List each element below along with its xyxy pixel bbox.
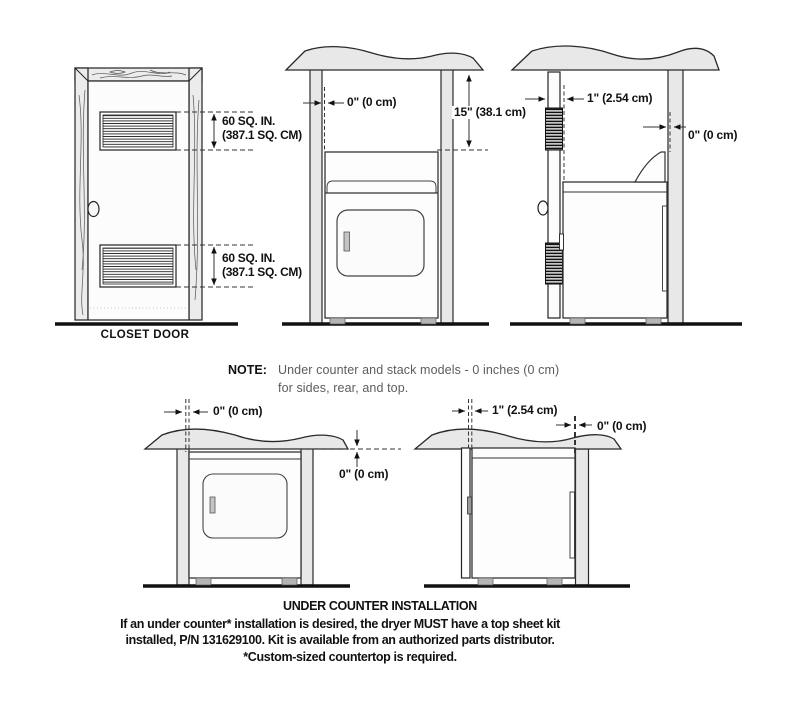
under-counter-front-top-clearance: 0" (0 cm)	[339, 467, 389, 481]
footer-line2: installed, P/N 131629100. Kit is available from an authorized parts distributor.	[125, 633, 555, 647]
under-counter-side-door-clearance: 1" (2.54 cm)	[492, 403, 558, 417]
doorknob-side	[538, 201, 548, 215]
bottom-vent-area-label: 60 SQ. IN.	[222, 251, 276, 265]
countertop	[415, 429, 621, 449]
alcove-front-side-clearance: 0" (0 cm)	[347, 95, 397, 109]
closet-door-drawing	[55, 68, 254, 324]
bottom-louvered-vent	[100, 245, 176, 287]
ceiling	[286, 47, 483, 70]
under-counter-side-rear-clearance: 0" (0 cm)	[597, 419, 647, 433]
footer-line1: If an under counter* installation is desired, the dryer MUST have a top sheet kit	[120, 617, 560, 631]
top-louvered-vent	[100, 112, 176, 150]
dryer-front	[325, 152, 438, 324]
doorknob	[88, 202, 99, 217]
closet-door-caption: CLOSET DOOR	[100, 329, 190, 341]
note-line1: Under counter and stack models - 0 inches (0 cm)	[278, 363, 560, 377]
dryer-front	[189, 452, 301, 585]
ceiling	[512, 46, 719, 70]
footer-line3: *Custom-sized countertop is required.	[243, 650, 457, 664]
top-vent-area-label: 60 SQ. IN.	[222, 114, 276, 128]
top-vent-area-metric-label: (387.1 SQ. CM)	[222, 128, 302, 142]
footer-title: UNDER COUNTER INSTALLATION	[283, 599, 477, 613]
under-counter-front-side-clearance: 0" (0 cm)	[213, 404, 263, 418]
under-counter-front-drawing	[143, 399, 401, 586]
dryer-side	[560, 152, 668, 324]
closet-side-view-drawing	[510, 46, 742, 325]
countertop	[145, 429, 348, 449]
alcove-side-rear-clearance: 0" (0 cm)	[688, 128, 738, 142]
bottom-vent-area-metric-label: (387.1 SQ. CM)	[222, 265, 302, 279]
note-line2: for sides, rear, and top.	[278, 381, 409, 395]
dryer-side	[472, 448, 575, 585]
alcove-front-top-clearance: 15" (38.1 cm)	[454, 105, 526, 119]
note-label: NOTE:	[228, 363, 267, 377]
top-vent-edge	[546, 108, 563, 150]
alcove-side-door-clearance: 1" (2.54 cm)	[587, 91, 653, 105]
closet-front-view-drawing	[282, 47, 489, 325]
